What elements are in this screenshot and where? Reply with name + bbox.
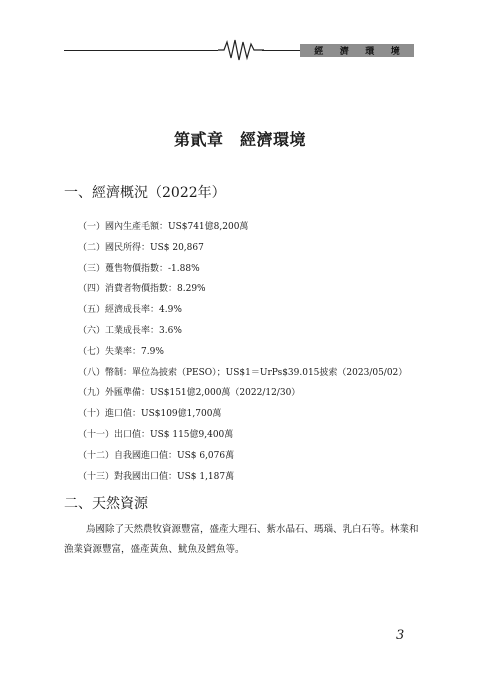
economy-stats-list [78, 217, 407, 487]
list-item: （六）工業成長率：3.6% [78, 325, 182, 336]
header-rule-left [64, 50, 218, 51]
list-item: （五）經濟成長率：4.9% [78, 305, 182, 316]
header-section-label [300, 44, 414, 57]
ecg-wave-icon [218, 38, 264, 62]
list-item: （三）躉售物價指數：-1.88% [78, 263, 200, 274]
header-char: 濟 [339, 47, 349, 57]
list-item: （十一）出口值：US$ 115億9,400萬 [78, 429, 234, 440]
list-item: （十三）對我國出口值：US$ 1,187萬 [78, 471, 235, 482]
header-char: 經 [314, 47, 324, 57]
list-item: （十二）自我國進口值：US$ 6,076萬 [78, 450, 235, 461]
list-item: （一）國內生產毛額：US$741億8,200萬 [78, 222, 249, 232]
list-item: （九）外匯準備：US$151億2,000萬（2022/12/30） [78, 388, 301, 399]
chapter-title: 第貳章 經濟環境 [173, 130, 306, 149]
list-item: （二）國民所得：US$ 20,867 [78, 242, 204, 253]
list-item: （四）消費者物價指數：8.29% [78, 284, 206, 295]
section-title-natural-resources: 二、天然資源 [64, 496, 148, 512]
section-title-economy: 一、經濟概況（2022年） [64, 185, 226, 201]
header-rule-right [262, 50, 300, 51]
list-item: （八）幣制：單位為披索（PESO）；US$1＝UrPs$39.015披索（2023/05/02） [78, 367, 408, 378]
natural-resources-paragraph: 烏國除了天然農牧資源豐富，盛產大理石、紫水晶石、瑪瑙、乳白石等。林業和漁業資源豐富，盛產黃魚、魷魚及鱈魚等。 [64, 524, 419, 555]
page-number: 3 [396, 628, 405, 643]
list-item: （七）失業率：7.9% [78, 346, 164, 357]
header-char: 境 [390, 47, 400, 57]
header-char: 環 [365, 47, 375, 57]
list-item: （十）進口值：US$109億1,700萬 [78, 409, 222, 420]
